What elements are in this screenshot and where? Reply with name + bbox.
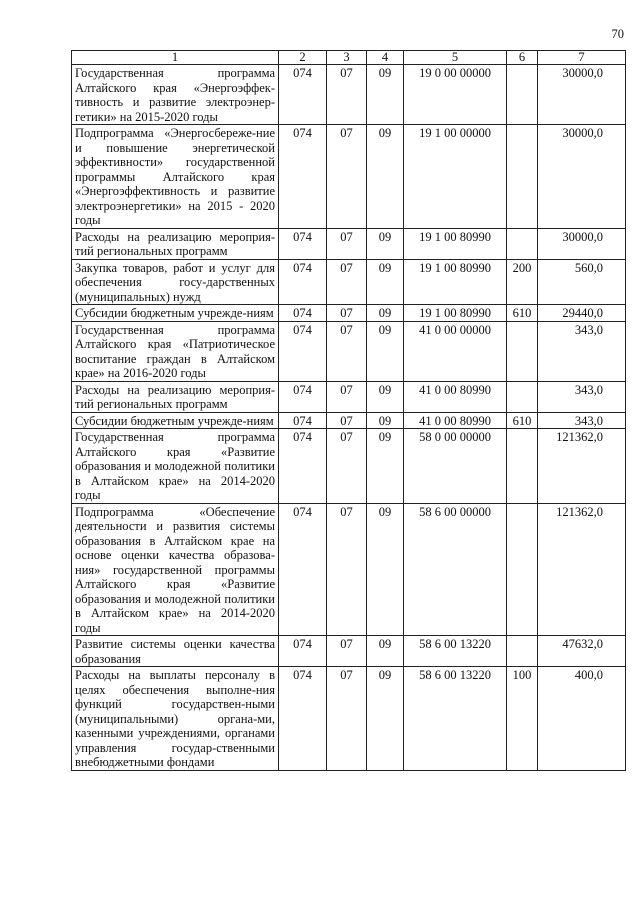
row-description: Субсидии бюджетным учрежде-ниям <box>72 412 279 429</box>
table-row <box>72 228 626 259</box>
section-code: 07 <box>327 412 367 429</box>
section-code: 07 <box>327 259 367 305</box>
expense-type-code <box>507 228 538 259</box>
section-code: 07 <box>327 321 367 381</box>
row-description: Государственная программа Алтайского края «Патриотическое воспитание граждан в Алтайском крае» на 2016-2020 годы <box>72 321 279 381</box>
section-code: 07 <box>327 228 367 259</box>
amount: 121362,0 <box>538 503 626 636</box>
admin-code: 074 <box>279 305 327 322</box>
expense-type-code <box>507 503 538 636</box>
admin-code: 074 <box>279 228 327 259</box>
table-body <box>72 51 626 771</box>
subsection-code: 09 <box>367 321 404 381</box>
page-number: 70 <box>611 27 624 41</box>
subsection-code: 09 <box>367 503 404 636</box>
admin-code: 074 <box>279 125 327 229</box>
subsection-code: 09 <box>367 667 404 771</box>
column-header: 7 <box>538 51 626 65</box>
row-description: Государственная программа Алтайского края «Развитие образования и молодежной политики в Алтайском крае» на 2014-2020 годы <box>72 429 279 504</box>
admin-code: 074 <box>279 321 327 381</box>
subsection-code: 09 <box>367 305 404 322</box>
expense-type-code: 610 <box>507 412 538 429</box>
table-row <box>72 321 626 381</box>
row-description: Подпрограмма «Энергосбереже-ние и повышение энергетической эффективности» государственной программы Алтайского края «Энергоэффективность и развитие электроэнергетики» на 2015 - 2020 годы <box>72 125 279 229</box>
admin-code: 074 <box>279 503 327 636</box>
admin-code: 074 <box>279 259 327 305</box>
expense-type-code <box>507 381 538 412</box>
target-article-code: 58 6 00 13220 <box>404 636 507 667</box>
section-code: 07 <box>327 65 367 125</box>
target-article-code: 41 0 00 00000 <box>404 321 507 381</box>
amount: 343,0 <box>538 381 626 412</box>
target-article-code: 41 0 00 80990 <box>404 412 507 429</box>
expense-type-code: 100 <box>507 667 538 771</box>
amount: 29440,0 <box>538 305 626 322</box>
amount: 121362,0 <box>538 429 626 504</box>
table-row <box>72 412 626 429</box>
amount: 47632,0 <box>538 636 626 667</box>
expense-type-code <box>507 125 538 229</box>
subsection-code: 09 <box>367 259 404 305</box>
amount: 30000,0 <box>538 65 626 125</box>
column-header: 1 <box>72 51 279 65</box>
target-article-code: 19 1 00 00000 <box>404 125 507 229</box>
admin-code: 074 <box>279 667 327 771</box>
expense-type-code <box>507 65 538 125</box>
expense-type-code <box>507 321 538 381</box>
expense-type-code <box>507 429 538 504</box>
admin-code: 074 <box>279 636 327 667</box>
target-article-code: 58 6 00 00000 <box>404 503 507 636</box>
amount: 560,0 <box>538 259 626 305</box>
target-article-code: 58 0 00 00000 <box>404 429 507 504</box>
target-article-code: 41 0 00 80990 <box>404 381 507 412</box>
table-row <box>72 259 626 305</box>
section-code: 07 <box>327 125 367 229</box>
amount: 400,0 <box>538 667 626 771</box>
table-row <box>72 429 626 504</box>
subsection-code: 09 <box>367 412 404 429</box>
expense-type-code: 200 <box>507 259 538 305</box>
row-description: Расходы на выплаты персоналу в целях обеспечения выполне-ния функций государствен-ными (муниципальными) органа-ми, казенными учреждениями, органами управления государ-ственными внебюджетными фондами <box>72 667 279 771</box>
subsection-code: 09 <box>367 65 404 125</box>
column-number-row <box>72 51 626 65</box>
row-description: Государственная программа Алтайского края «Энергоэффек-тивность и развитие электроэнер-гетики» на 2015-2020 годы <box>72 65 279 125</box>
admin-code: 074 <box>279 65 327 125</box>
table-row <box>72 125 626 229</box>
admin-code: 074 <box>279 429 327 504</box>
table-row <box>72 305 626 322</box>
admin-code: 074 <box>279 381 327 412</box>
row-description: Расходы на реализацию мероприя-тий региональных программ <box>72 381 279 412</box>
subsection-code: 09 <box>367 636 404 667</box>
subsection-code: 09 <box>367 429 404 504</box>
section-code: 07 <box>327 429 367 504</box>
column-header: 4 <box>367 51 404 65</box>
column-header: 2 <box>279 51 327 65</box>
table-row <box>72 667 626 771</box>
row-description: Закупка товаров, работ и услуг для обеспечения госу-дарственных (муниципальных) нужд <box>72 259 279 305</box>
admin-code: 074 <box>279 412 327 429</box>
subsection-code: 09 <box>367 125 404 229</box>
target-article-code: 19 1 00 80990 <box>404 228 507 259</box>
expense-type-code: 610 <box>507 305 538 322</box>
row-description: Субсидии бюджетным учрежде-ниям <box>72 305 279 322</box>
target-article-code: 19 1 00 80990 <box>404 259 507 305</box>
table-row <box>72 65 626 125</box>
subsection-code: 09 <box>367 228 404 259</box>
target-article-code: 58 6 00 13220 <box>404 667 507 771</box>
column-header: 3 <box>327 51 367 65</box>
target-article-code: 19 0 00 00000 <box>404 65 507 125</box>
amount: 343,0 <box>538 321 626 381</box>
section-code: 07 <box>327 305 367 322</box>
amount: 30000,0 <box>538 228 626 259</box>
target-article-code: 19 1 00 80990 <box>404 305 507 322</box>
amount: 343,0 <box>538 412 626 429</box>
row-description: Развитие системы оценки качества образования <box>72 636 279 667</box>
column-header: 6 <box>507 51 538 65</box>
table-row <box>72 636 626 667</box>
section-code: 07 <box>327 503 367 636</box>
budget-table <box>71 50 626 771</box>
section-code: 07 <box>327 636 367 667</box>
expense-type-code <box>507 636 538 667</box>
subsection-code: 09 <box>367 381 404 412</box>
table-row <box>72 503 626 636</box>
row-description: Подпрограмма «Обеспечение деятельности и развития системы образования в Алтайском крае на основе оценки качества образова-ния» государственной программы Алтайского края «Развитие образования и молодежной политики в Алтайском крае» на 2014-2020 годы <box>72 503 279 636</box>
section-code: 07 <box>327 667 367 771</box>
column-header: 5 <box>404 51 507 65</box>
section-code: 07 <box>327 381 367 412</box>
row-description: Расходы на реализацию мероприя-тий региональных программ <box>72 228 279 259</box>
table-row <box>72 381 626 412</box>
amount: 30000,0 <box>538 125 626 229</box>
